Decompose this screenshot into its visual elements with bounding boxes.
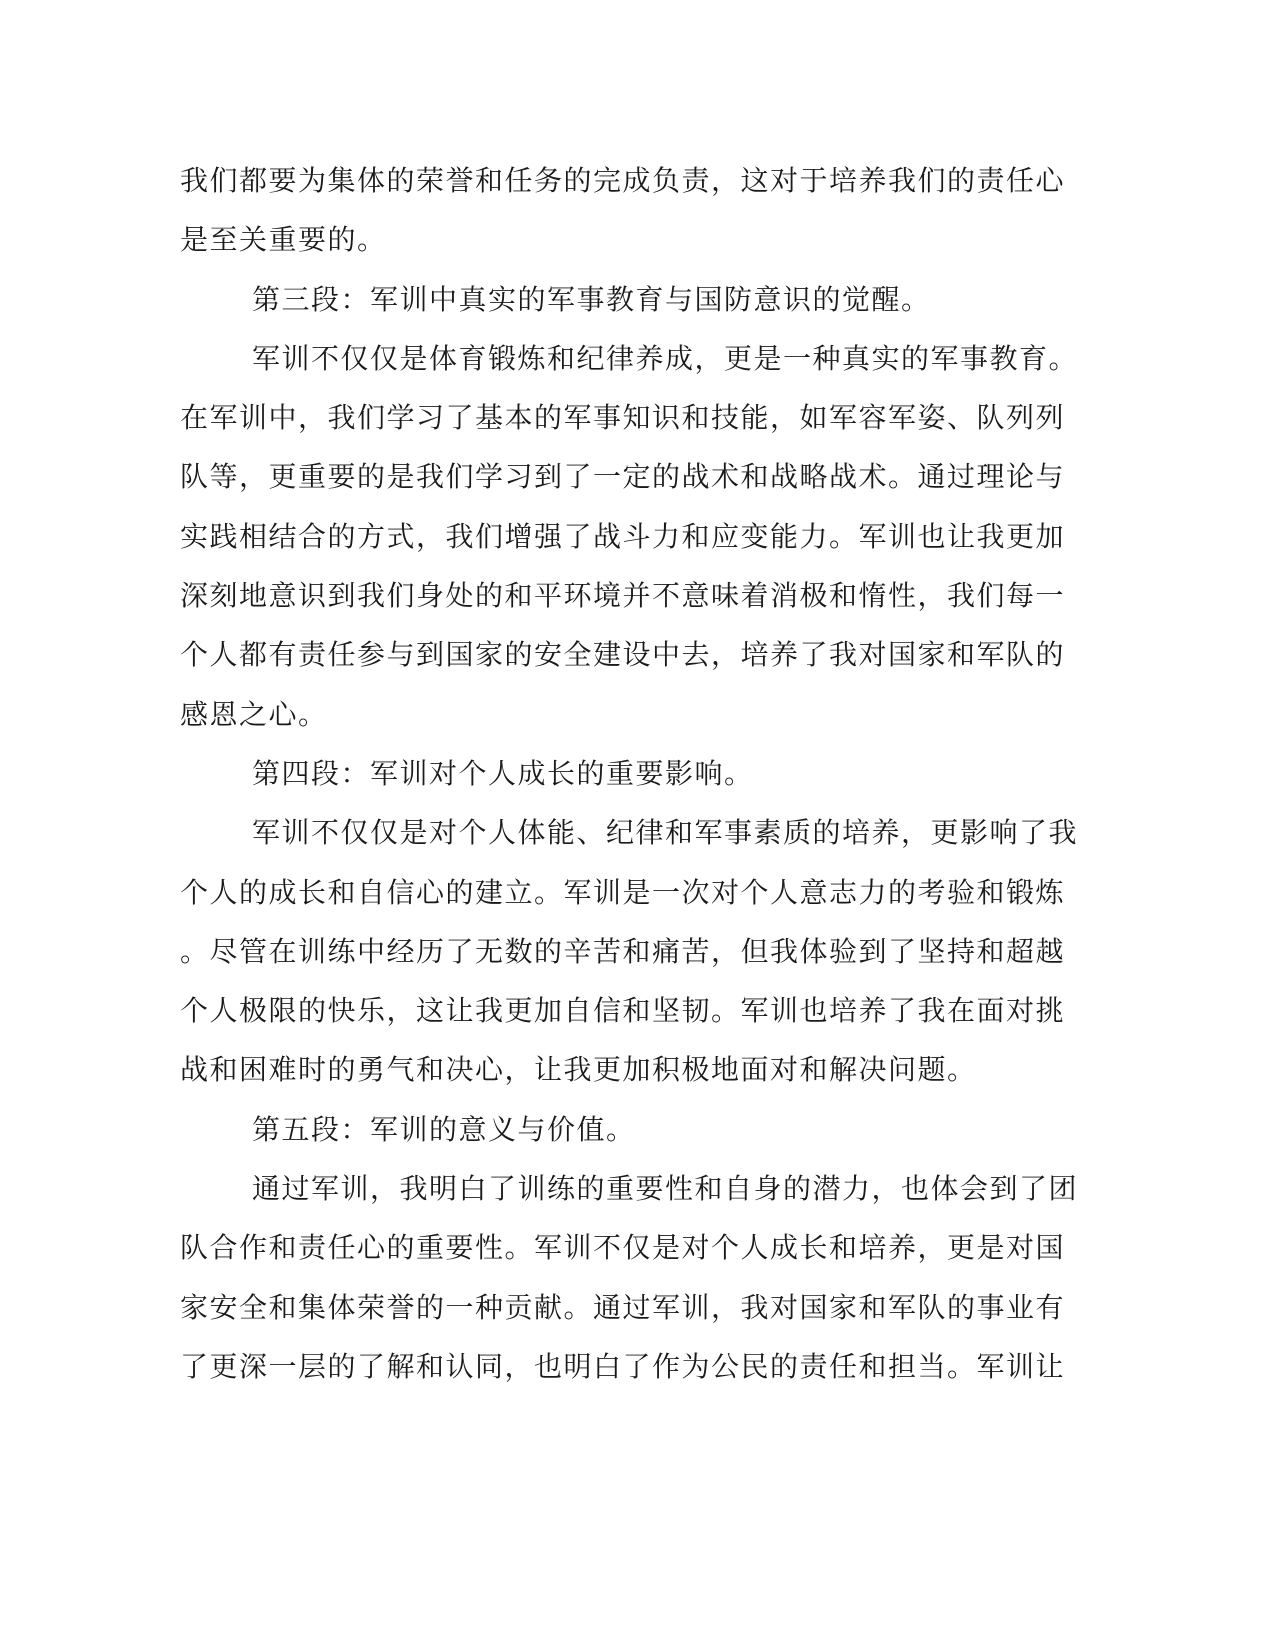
text-line-21: 了更深一层的了解和认同，也明白了作为公民的责任和担当。军训让	[180, 1349, 1066, 1383]
text-line-12: 军训不仅仅是对个人体能、纪律和军事素质的培养，更影响了我	[252, 816, 1079, 850]
text-line-1: 我们都要为集体的荣誉和任务的完成负责，这对于培养我们的责任心	[180, 164, 1066, 197]
section-heading-4: 第四段：军训对个人成长的重要影响。	[252, 756, 754, 790]
text-line-16: 战和困难时的勇气和决心，让我更加积极地面对和解决问题。	[180, 1053, 977, 1087]
text-line-10: 感恩之心。	[180, 697, 328, 731]
section-heading-3: 第三段：军训中真实的军事教育与国防意识的觉醒。	[252, 282, 931, 316]
section-heading-5: 第五段：军训的意义与价值。	[252, 1112, 636, 1146]
text-line-2: 是至关重要的。	[180, 223, 387, 257]
text-line-14: 。尽管在训练中经历了无数的辛苦和痛苦，但我体验到了坚持和超越	[180, 934, 1066, 968]
text-line-15: 个人极限的快乐，这让我更加自信和坚韧。军训也培养了我在面对挑	[180, 994, 1066, 1028]
text-line-6: 队等，更重要的是我们学习到了一定的战术和战略战术。通过理论与	[180, 460, 1066, 494]
text-line-9: 个人都有责任参与到国家的安全建设中去，培养了我对国家和军队的	[180, 638, 1066, 672]
text-line-4: 军训不仅仅是体育锻炼和纪律养成，更是一种真实的军事教育。	[252, 341, 1079, 375]
text-line-8: 深刻地意识到我们身处的和平环境并不意味着消极和惰性，我们每一	[180, 579, 1066, 613]
text-line-19: 队合作和责任心的重要性。军训不仅是对个人成长和培养，更是对国	[180, 1231, 1066, 1265]
text-line-20: 家安全和集体荣誉的一种贡献。通过军训，我对国家和军队的事业有	[180, 1290, 1066, 1324]
text-line-13: 个人的成长和自信心的建立。军训是一次对个人意志力的考验和锻炼	[180, 875, 1066, 909]
document-body	[180, 151, 1079, 1396]
text-line-18: 通过军训，我明白了训练的重要性和自身的潜力，也体会到了团	[252, 1172, 1079, 1206]
text-line-5: 在军训中，我们学习了基本的军事知识和技能，如军容军姿、队列列	[180, 401, 1066, 435]
text-line-7: 实践相结合的方式，我们增强了战斗力和应变能力。军训也让我更加	[180, 519, 1066, 553]
